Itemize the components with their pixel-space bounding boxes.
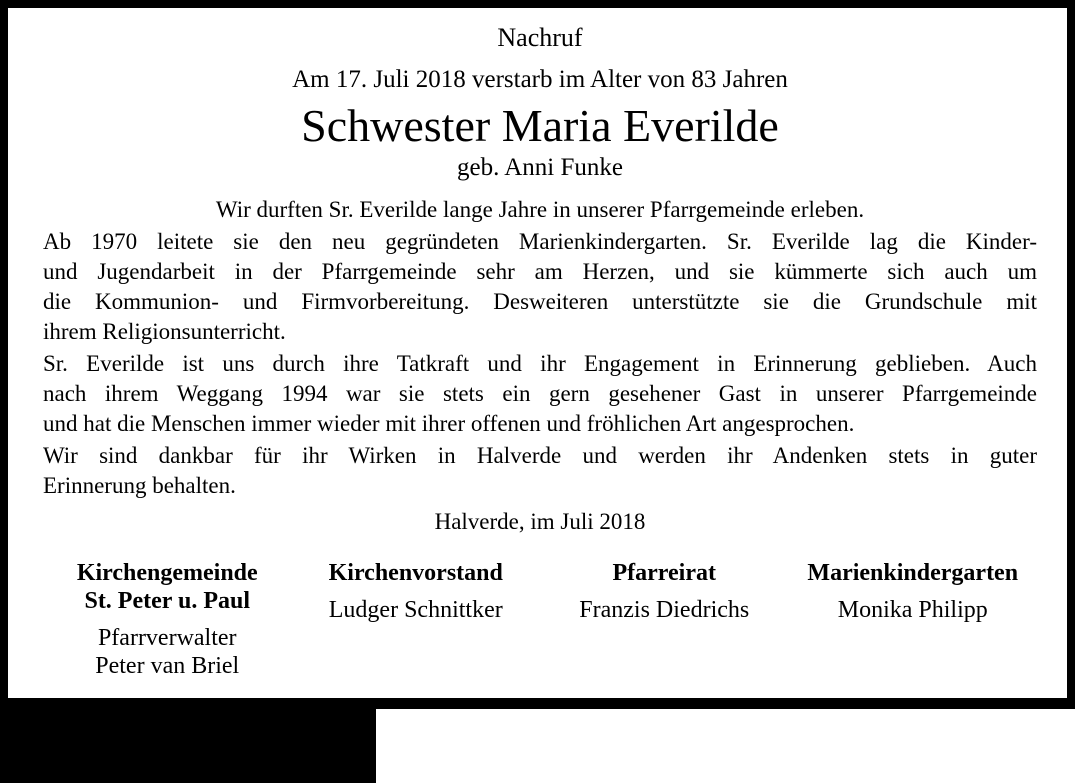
lead-line: Wir durften Sr. Everilde lange Jahre in unserer Pfarrgemeinde erleben.	[215, 197, 865, 222]
signature-organisation-line: St. Peter u. Paul	[84, 588, 251, 614]
signature-organisation-line: Pfarreirat	[612, 560, 716, 586]
signature-person-line: Franzis Diedrichs	[579, 597, 750, 623]
paragraph	[43, 227, 1037, 347]
signature-person-line: Ludger Schnittker	[328, 597, 503, 623]
signature-person	[43, 624, 292, 680]
signature-column	[43, 559, 292, 680]
paragraph-line: und hat die Menschen immer wieder mit ihrer offenen und fröhlichen Art angesprochen.	[43, 411, 855, 436]
signature-organisation-line: Kirchengemeinde	[76, 560, 258, 586]
signature-person-line: Peter van Briel	[95, 653, 240, 679]
dateline: Halverde, im Juli 2018	[434, 509, 646, 534]
signature-person-line: Pfarrverwalter	[97, 625, 237, 651]
signature-person-line: Monika Philipp	[837, 597, 988, 623]
paragraph-line: nach ihrem Weggang 1994 war sie stets ein gern gesehener Gast in unserer Pfarrgemeinde	[43, 381, 1037, 406]
signature-organisation-line: Marienkindergarten	[807, 560, 1019, 586]
deceased-name: Schwester Maria Everilde	[301, 100, 779, 151]
paragraph	[43, 349, 1037, 439]
signature-organisation	[540, 559, 789, 587]
signature-column	[789, 559, 1038, 680]
notice-kicker: Nachruf	[497, 23, 583, 52]
paragraph-line: ihrem Religionsunterricht.	[43, 319, 286, 344]
birth-name: geb. Anni Funke	[457, 154, 623, 181]
paragraph-line: Erinnerung behalten.	[43, 473, 236, 498]
paragraph-line: Sr. Everilde ist uns durch ihre Tatkraft und ihr Engagement in Erinnerung geblieben. Auch	[43, 351, 1037, 376]
paragraph-line: Wir sind dankbar für ihr Wirken in Halverde und werden ihr Andenken stets in guter	[43, 443, 1037, 468]
paragraph	[43, 441, 1037, 501]
signature-columns	[43, 559, 1037, 680]
signature-organisation	[789, 559, 1038, 587]
paragraph-line: Ab 1970 leitete sie den neu gegründeten Marienkindergarten. Sr. Everilde lag die Kinder-	[43, 229, 1037, 254]
paragraph-line: und Jugendarbeit in der Pfarrgemeinde sehr am Herzen, und sie kümmerte sich auch um	[43, 259, 1037, 284]
signature-column	[292, 559, 541, 680]
signature-column	[540, 559, 789, 680]
signature-person	[540, 596, 789, 624]
signature-organisation	[43, 559, 292, 615]
signature-organisation-line: Kirchenvorstand	[328, 560, 503, 586]
death-announcement-line: Am 17. Juli 2018 verstarb im Alter von 83 Jahren	[292, 66, 788, 93]
signature-person	[292, 596, 541, 624]
scan-black-region	[0, 709, 376, 783]
signature-person	[789, 596, 1038, 624]
paragraph-line: die Kommunion- und Firmvorbereitung. Desweiteren unterstützte sie die Grundschule mit	[43, 289, 1037, 314]
signature-organisation	[292, 559, 541, 587]
body-paragraphs	[43, 227, 1037, 501]
